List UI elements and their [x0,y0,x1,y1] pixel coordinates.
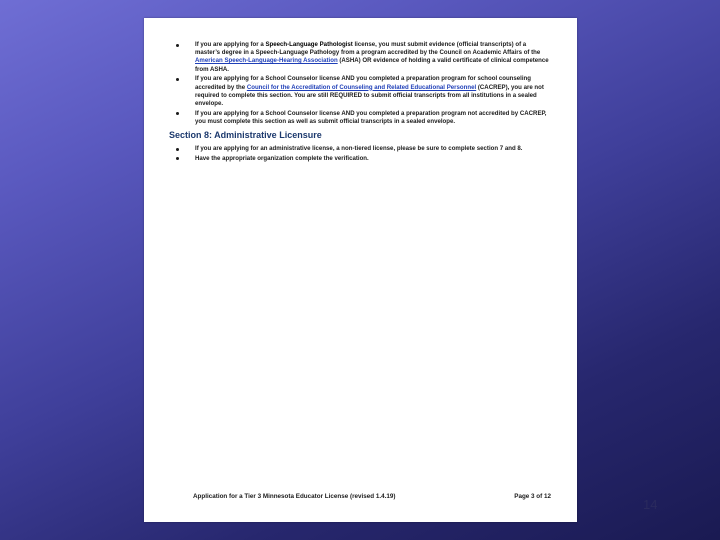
document-page [144,18,577,522]
bullet-text: (ASHA) OR evidence of holding a valid certificate of clinical competence from ASHA. [195,57,549,73]
bullet-icon [176,44,179,47]
footer-title: Application for a Tier 3 Minnesota Educator License (revised 1.4.19) [193,493,396,500]
bullet-text: If you are applying for a [195,41,266,48]
list-item [174,75,551,108]
bullet-text: If you are applying for a School Counselor license AND you completed a preparation program for school counseling accredited by the [195,75,532,91]
asha-link[interactable]: American Speech-Language-Hearing Association [195,57,338,65]
bullet-icon [176,157,179,160]
cacrep-link[interactable]: Council for the Accreditation of Counseling and Related Educational Personnel [246,83,477,91]
bullet-icon [176,112,179,115]
document-footer [193,493,551,500]
list-item [174,41,551,74]
footer-page-number: Page 3 of 12 [514,493,551,500]
section8-bullet-list [174,145,551,165]
list-item [174,155,551,163]
section-heading: Section 8: Administrative Licensure [169,130,322,140]
bullet-text: If you are applying for an administrative license, a non-tiered license, please be sure to complete section 7 and 8. [195,145,523,152]
bullet-icon [176,78,179,81]
slide-number: 14 [643,497,658,512]
list-item [174,145,551,153]
bullet-text: If you are applying for a School Counselor license AND you completed a preparation program not accredited by CACREP, you must complete this section as well as submit official transcripts in a sealed envelope. [195,109,547,126]
bullet-text-emphasis: Speech-Language Pathologist [265,41,353,48]
section7-bullet-list [174,41,551,128]
bullet-icon [176,148,179,151]
list-item [174,110,551,126]
bullet-text: (CACREP), you are not required to complete this section. You are still REQUIRED to submit official transcripts from all institutions in a sealed envelope. [195,83,544,108]
bullet-text: Have the appropriate organization complete the verification. [195,154,369,162]
bullet-text: license, you must submit evidence (official transcripts) of a master’s degree in a Speech-Language Pathology from a program accredited by the Council on Academic Affairs of the [195,41,541,57]
